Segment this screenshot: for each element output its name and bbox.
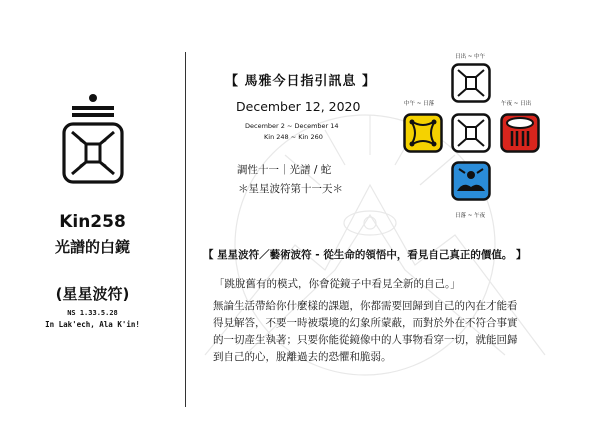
guide-white-mirror-icon: [451, 63, 491, 103]
yellow-star-icon: [403, 113, 443, 153]
message-line: 無論生活帶給你什麼樣的課題，你都需要回歸到自己的內在才能看: [213, 300, 518, 312]
oracle-bottom-caption: 日落 ~ 午夜: [455, 213, 486, 219]
kin-name: 光譜的白鏡: [54, 238, 130, 256]
greeting: In Lak'ech, Ala K'in!: [45, 320, 140, 329]
wave-day-label: ＊星星波符第十一天＊: [238, 183, 343, 195]
white-mirror-icon: [62, 122, 124, 184]
oracle-top-caption: 日出 ~ 中午: [455, 54, 486, 60]
wave-name: (星星波符): [55, 285, 130, 303]
oracle-right-caption: 午夜 ~ 日出: [501, 101, 532, 107]
center-white-mirror-icon: [451, 113, 491, 153]
message-line: 到自己的心，脫離過去的恐懼和脆弱。: [213, 351, 392, 363]
wave-theme: 【 星星波符／藝術波符 - 從生命的領悟中，看見自己真正的價值。 】: [203, 249, 527, 261]
red-serpent-icon: [500, 113, 540, 153]
message-line: 的一切產生執著；只要你能從鏡像中的人事物看穿一切，就能回歸: [213, 334, 518, 346]
tone-label: 調性十一｜光譜 / 蛇: [237, 164, 332, 176]
message-line: 得見解答，不要一時被環境的幻象所蒙蔽，而對於外在不符合事實: [213, 317, 518, 329]
message-body: [213, 298, 583, 366]
kin-number: Kin258: [59, 212, 126, 232]
kin-range: Kin 248 ~ Kin 260: [264, 133, 323, 141]
oracle-left-caption: 中午 ~ 日落: [404, 101, 435, 107]
ns-date: NS 1.33.5.28: [67, 309, 118, 317]
page-title: 【 馬雅今日指引訊息 】: [225, 74, 377, 89]
date: December 12, 2020: [236, 99, 361, 114]
daily-quote: 「跳脫舊有的模式，你會從鏡子中看見全新的自己。」: [214, 278, 461, 290]
vertical-divider: [185, 52, 186, 407]
date-range: December 2 ~ December 14: [245, 122, 339, 130]
blue-night-icon: [451, 161, 491, 201]
